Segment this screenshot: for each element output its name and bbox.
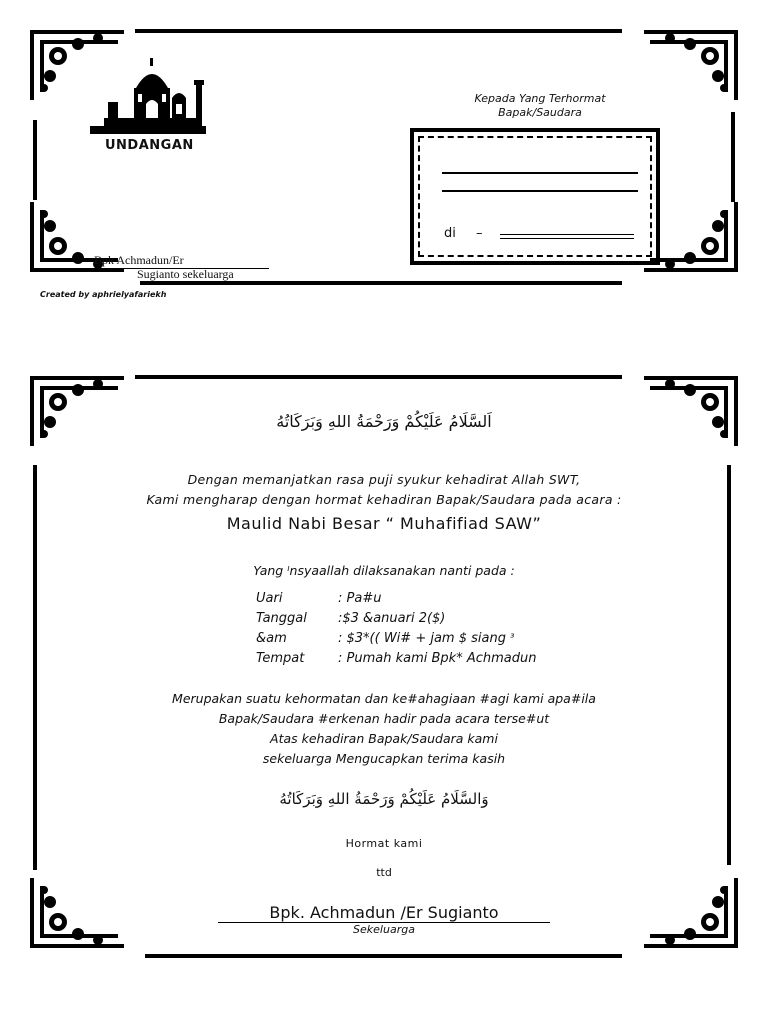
farewell-arabic: وَالسَّلَامُ عَلَيْكُمْ وَرَحْمَةُ اللهِ وَبَرَكَاتُهُ [279,790,489,808]
detail-label: Tanggal [256,611,307,626]
regards-text: Hormat kami [345,837,423,850]
invitation-letter [0,360,768,980]
detail-value: : $3*(( Wi# + jam $ siang ᶟ [338,631,515,646]
detail-label: Uari [256,591,283,606]
signatory-sub: Sekeluarga [353,923,415,936]
signature-mark: ttd [376,866,392,879]
envelope-top-border [135,29,622,33]
logo-caption: UNDANGAN [105,138,194,153]
detail-value: : Pumah kami Bpk* Achmadun [338,651,537,666]
intro-line1: Dengan memanjatkan rasa puji syukur kehadirat Allah SWT, [187,472,581,487]
schedule-intro: Yang ᴵnsyaallah dilaksanakan nanti pada : [253,563,515,578]
closing-line4: sekeluarga Mengucapkan terima kasih [262,751,506,766]
sender-line1: Bpk Achmadun/Er [94,253,269,269]
closing-line1: Merupakan suatu kehormatan dan ke#ahagiaan #agi kami apa#ila [172,691,596,706]
greeting-arabic: اَلسَّلَامُ عَلَيْكُمْ وَرَحْمَةُ اللهِ وَبَرَكَاتُهُ [276,412,492,431]
envelope-card [0,0,768,300]
closing-line3: Atas kehadiran Bapak/Saudara kami [270,731,498,746]
address-line-1[interactable] [442,172,638,174]
recipient-heading [420,92,660,120]
intro-line2: Kami mengharap dengan hormat kehadiran Bapak/Saudara pada acara : [146,492,622,507]
corner-ornament-icon [640,368,740,448]
detail-label: Tempat [256,651,305,666]
sender-line2: Sugianto sekeluarga [137,267,234,281]
envelope-right-border [731,112,735,202]
corner-ornament-icon [28,368,128,448]
signatory-name: Bpk. Achmadun /Er Sugianto [269,903,499,922]
detail-value: :$3 &anuari 2($) [338,611,446,626]
di-label: di [444,226,456,241]
credit-text: Created by aphrielyafariekh [40,290,167,299]
closing-line2: Bapak/Saudara #erkenan hadir pada acara terse#ut [218,711,550,726]
detail-value: : Pa#u [338,591,382,606]
detail-label: &am [256,631,287,646]
corner-ornament-icon [640,22,740,102]
envelope-left-border [33,120,37,200]
recipient-heading-line1: Kepada Yang Terhormat [474,92,606,105]
address-box [410,128,660,265]
letter-top-border [135,375,622,379]
address-line-city[interactable] [500,234,634,239]
letter-bottom-border [145,954,622,958]
recipient-heading-line2: Bapak/Saudara [498,106,582,119]
event-title: Maulid Nabi Besar “ Muhafifiad SAW” [226,514,542,533]
address-line-2[interactable] [442,190,638,192]
di-dash: – [476,226,483,241]
mosque-icon [90,58,206,140]
